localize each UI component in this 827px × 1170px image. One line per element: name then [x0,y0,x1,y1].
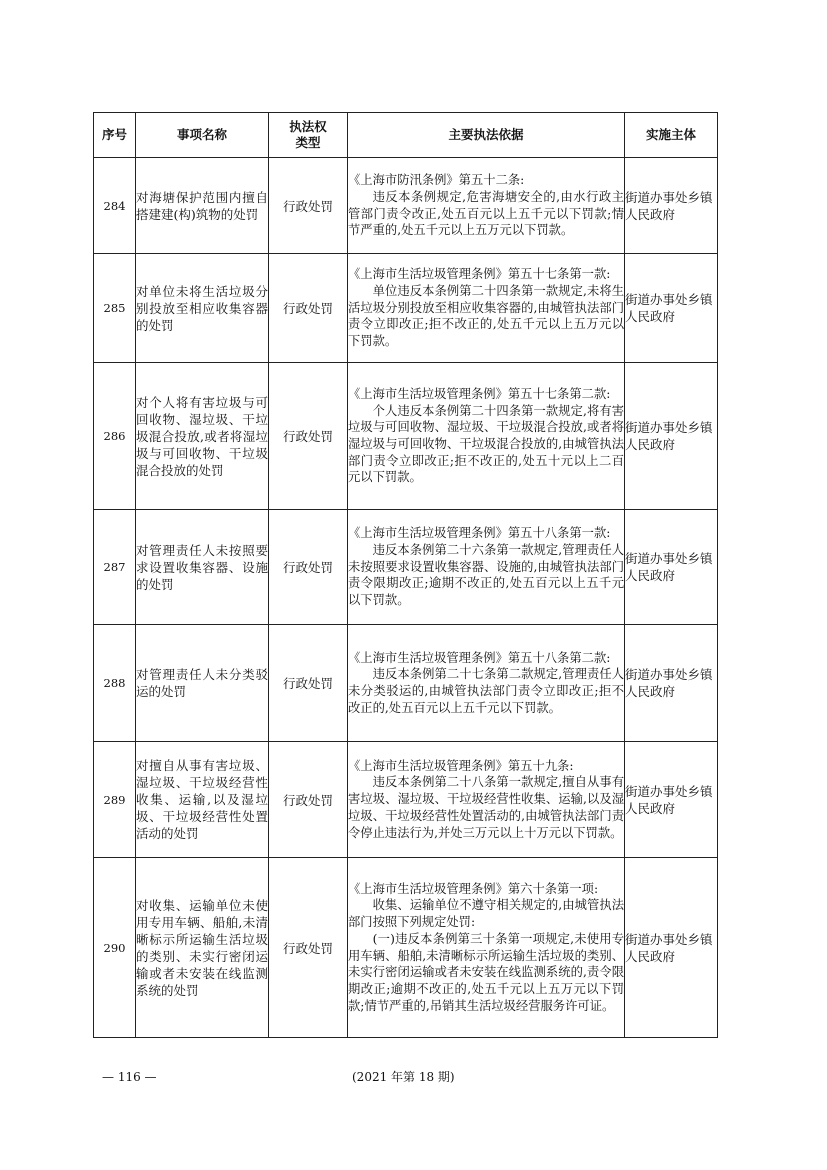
legal-basis-paragraph: (一)违反本条例第三十条第一项规定,未使用专用车辆、船舶,未清晰标示所运输生活垃圾的类别、未实行密闭运输或者未安装在线监测系统的,责令限期改正;逾期不改正的,处五千元以上五万元以下罚款;情节严重的,吊销其生活垃圾经营服务许可证。 [348,931,624,1013]
legal-basis-paragraph: 收集、运输单位不遵守相关规定的,由城管执法部门按照下列规定处罚: [348,898,624,930]
legal-basis [348,158,625,254]
table-header-row [94,113,718,158]
header-body: 实施主体 [625,113,718,158]
implementing-body: 街道办事处乡镇人民政府 [625,858,718,1038]
implementing-body: 街道办事处乡镇人民政府 [625,158,718,254]
item-name: 对个人将有害垃圾与可回收物、湿垃圾、干垃圾混合投放,或者将湿垃圾与可回收物、干垃圾混合投放的处罚 [136,363,269,510]
legal-basis-paragraph: 《上海市防汛条例》第五十二条: [348,173,525,188]
legal-basis-paragraph: 《上海市生活垃圾管理条例》第五十七条第二款: [348,386,611,401]
legal-basis [348,254,625,363]
enforcement-type: 行政处罚 [269,625,348,742]
item-name: 对收集、运输单位未使用专用车辆、船舶,未清晰标示所运输生活垃圾的类别、未实行密闭运输或者未安装在线监测系统的处罚 [136,858,269,1038]
legal-basis [348,742,625,858]
enforcement-type: 行政处罚 [269,363,348,510]
item-name: 对管理责任人未分类驳运的处罚 [136,625,269,742]
header-basis: 主要执法依据 [348,113,625,158]
legal-basis-paragraph: 《上海市生活垃圾管理条例》第六十条第一项: [348,881,599,896]
enforcement-items-table [93,112,718,1038]
row-number: 286 [94,363,136,510]
legal-basis [348,510,625,625]
implementing-body: 街道办事处乡镇人民政府 [625,625,718,742]
item-name: 对擅自从事有害垃圾、湿垃圾、干垃圾经营性收集、运输,以及湿垃圾、干垃圾经营性处置活动的处罚 [136,742,269,858]
row-number: 287 [94,510,136,625]
table-row [94,363,718,510]
item-name: 对单位未将生活垃圾分别投放至相应收集容器的处罚 [136,254,269,363]
table-row [94,625,718,742]
legal-basis-paragraph: 《上海市生活垃圾管理条例》第五十八条第一款: [348,526,611,541]
header-type [269,113,348,158]
implementing-body: 街道办事处乡镇人民政府 [625,254,718,363]
table-row [94,510,718,625]
enforcement-type: 行政处罚 [269,858,348,1038]
legal-basis-paragraph: 违反本条例规定,危害海塘安全的,由水行政主管部门责令改正,处五百元以上五千元以下罚款;情节严重的,处五千元以上五万元以下罚款。 [348,189,624,238]
implementing-body: 街道办事处乡镇人民政府 [625,742,718,858]
table-row [94,742,718,858]
enforcement-type: 行政处罚 [269,742,348,858]
header-name: 事项名称 [136,113,269,158]
header-type-line2: 类型 [295,135,321,150]
row-number: 289 [94,742,136,858]
legal-basis-paragraph: 违反本条例第二十八条第一款规定,擅自从事有害垃圾、湿垃圾、干垃圾经营性收集、运输,以及湿垃圾、干垃圾经营性处置活动的,由城管执法部门责令停止违法行为,并处三万元以上十万元以下罚款。 [348,775,624,840]
table-row [94,254,718,363]
implementing-body: 街道办事处乡镇人民政府 [625,363,718,510]
legal-basis-paragraph: 《上海市生活垃圾管理条例》第五十七条第一款: [348,267,611,282]
row-number: 284 [94,158,136,254]
item-name: 对管理责任人未按照要求设置收集容器、设施的处罚 [136,510,269,625]
legal-basis [348,858,625,1038]
enforcement-type: 行政处罚 [269,158,348,254]
item-name: 对海塘保护范围内擅自搭建建(构)筑物的处罚 [136,158,269,254]
table-row [94,158,718,254]
header-type-line1: 执法权 [289,119,327,134]
legal-basis-paragraph: 单位违反本条例第二十四条第一款规定,未将生活垃圾分别投放至相应收集容器的,由城管执法部门责令立即改正;拒不改正的,处五千元以上五万元以下罚款。 [348,283,624,349]
page-number: — 116 — [102,1070,157,1084]
enforcement-type: 行政处罚 [269,254,348,363]
implementing-body: 街道办事处乡镇人民政府 [625,510,718,625]
header-num: 序号 [94,113,136,158]
enforcement-type: 行政处罚 [269,510,348,625]
issue-label: (2021 年第 18 期) [352,1070,455,1084]
row-number: 288 [94,625,136,742]
legal-basis-paragraph: 违反本条例第二十六条第一款规定,管理责任人未按照要求设置收集容器、设施的,由城管执法部门责令限期改正;逾期不改正的,处五百元以上五千元以下罚款。 [348,542,624,608]
legal-basis-paragraph: 《上海市生活垃圾管理条例》第五十九条: [348,758,574,773]
table-row [94,858,718,1038]
legal-basis-paragraph: 违反本条例第二十七条第二款规定,管理责任人未分类驳运的,由城管执法部门责令立即改正;拒不改正的,处五百元以上五千元以下罚款。 [348,667,624,715]
row-number: 285 [94,254,136,363]
legal-basis [348,625,625,742]
legal-basis-paragraph: 个人违反本条例第二十四条第一款规定,将有害垃圾与可回收物、湿垃圾、干垃圾混合投放,或者将湿垃圾与可回收物、干垃圾混合投放的,由城管执法部门责令立即改正;拒不改正的,处五十元以上二百元以下罚款。 [348,403,624,485]
legal-basis [348,363,625,510]
legal-basis-paragraph: 《上海市生活垃圾管理条例》第五十八条第二款: [348,650,611,665]
row-number: 290 [94,858,136,1038]
